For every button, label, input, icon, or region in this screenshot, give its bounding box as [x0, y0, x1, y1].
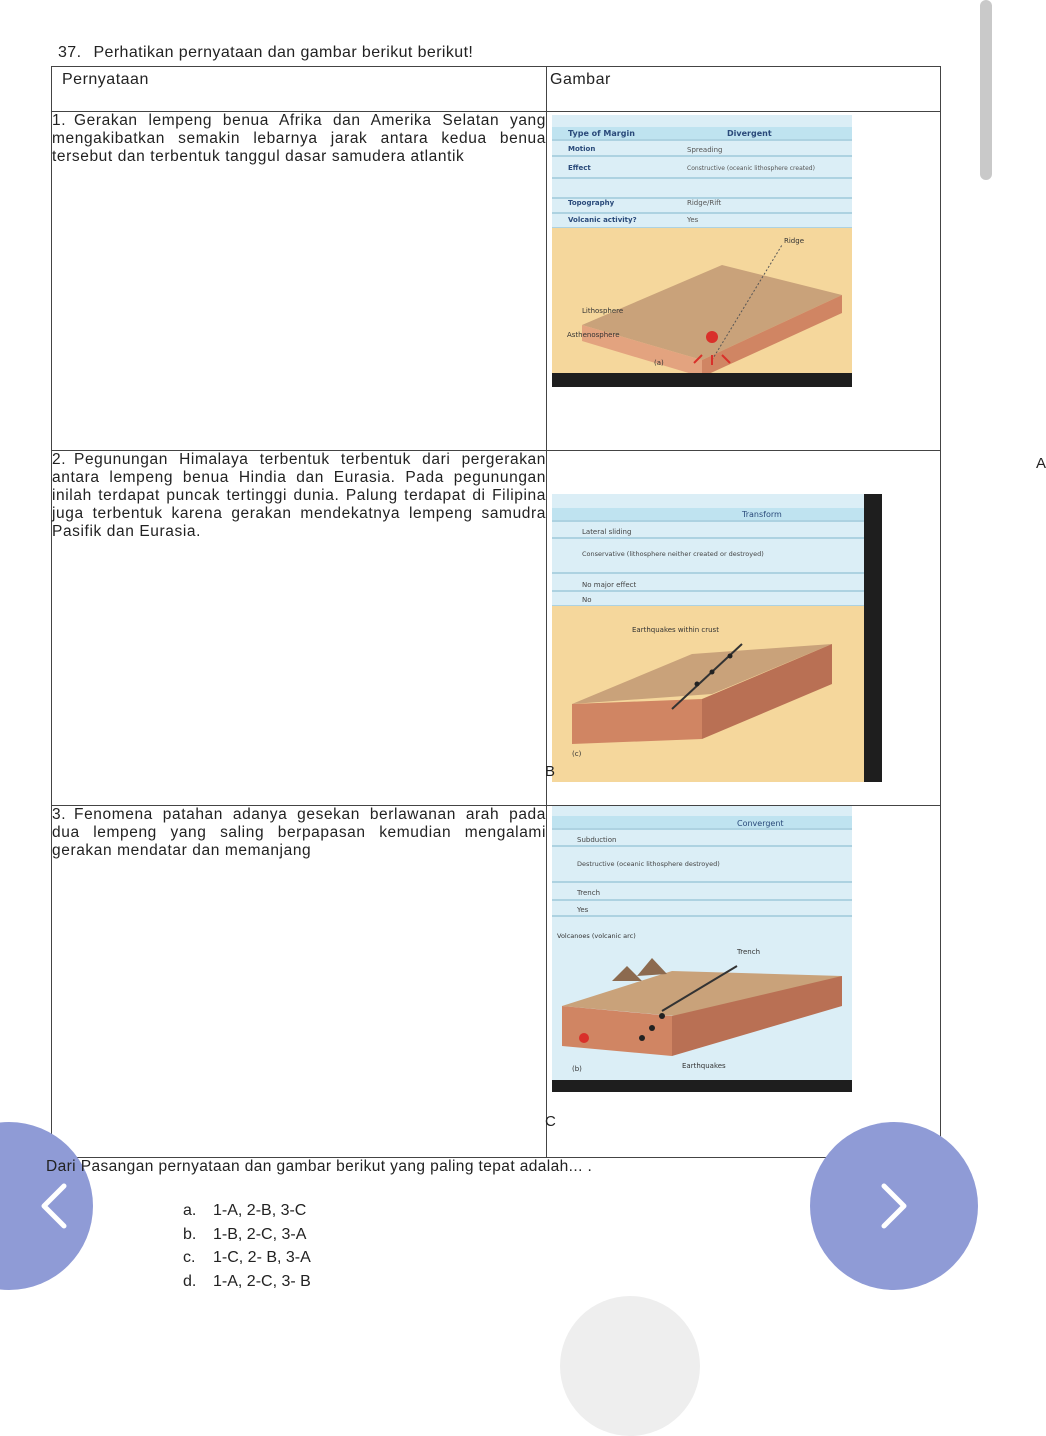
question-number: 37. — [58, 44, 82, 61]
statement-1: 1. Gerakan lempeng benua Afrika dan Amerika Selatan yang mengakibatkan semakin lebarnya jarak antara kedua benua tersebut dan terbentuk tanggul dasar samudera atlantik — [52, 112, 547, 451]
fig-a-value: Constructive (oceanic lithosphere created) — [687, 165, 815, 172]
fig-a-value: Ridge/Rift — [687, 199, 722, 207]
chevron-left-icon — [24, 1176, 84, 1236]
asthenosphere-label: Asthenosphere — [567, 331, 620, 339]
table-row — [52, 451, 941, 806]
home-indicator — [560, 1296, 700, 1436]
fig-b-header: Transform — [742, 510, 782, 519]
fig-b-row: No major effect — [582, 581, 637, 589]
fig-c-header: Convergent — [737, 819, 784, 828]
earthquake-label: Earthquakes within crust — [632, 626, 719, 634]
earthquakes-label: Earthquakes — [682, 1062, 726, 1070]
fig-a-label: Type of Margin — [568, 129, 635, 138]
lithosphere-label: Lithosphere — [582, 307, 624, 315]
fig-c-row: Trench — [577, 889, 600, 897]
statement-2: 2. Pegunungan Himalaya terbentuk terbentuk dari pergerakan antara lempeng benua Hindia dan Eurasia. Pada pegunungan inilah terdapat puncak tertinggi dunia. Palung terdapat di Filipina juga terbentuk karena gerakan mendekatnya lempeng samudra Pasifik dan Eurasia. — [52, 451, 547, 806]
header-pernyataan: Pernyataan — [52, 67, 547, 112]
ridge-label: Ridge — [784, 237, 805, 245]
fig-c-row: Subduction — [577, 836, 617, 844]
fig-a-value: Yes — [687, 216, 699, 224]
fig-a-label: Volcanic activity? — [568, 216, 637, 224]
option-b[interactable]: b. 1-B, 2-C, 3-A — [183, 1225, 307, 1243]
fig-b-row: Conservative (lithosphere neither created or destroyed) — [582, 550, 764, 558]
figure-cell-c — [547, 806, 941, 1158]
statement-figure-table — [51, 66, 1046, 1158]
fig-a-label: Topography — [568, 199, 615, 207]
question-title — [58, 44, 473, 62]
fig-a-value: Spreading — [687, 146, 723, 154]
scrollbar-thumb[interactable] — [980, 0, 992, 180]
fig-c-row: Destructive (oceanic lithosphere destroyed) — [577, 860, 720, 868]
option-a[interactable]: a. 1-A, 2-B, 3-C — [183, 1202, 307, 1219]
option-c[interactable]: c. 1-C, 2- B, 3-A — [183, 1249, 311, 1266]
fig-c-row: Yes — [577, 906, 589, 914]
fig-a-value: Divergent — [727, 129, 772, 138]
transform-figure — [552, 494, 882, 782]
caption-a: A — [1036, 455, 1046, 472]
volcanoes-label: Volcanoes (volcanic arc) — [557, 932, 636, 940]
option-d[interactable]: d. 1-A, 2-C, 3- B — [183, 1272, 311, 1290]
header-gambar: Gambar — [547, 67, 941, 112]
figure-cell-b — [547, 451, 941, 806]
table-row — [52, 806, 941, 1158]
fig-b-row: No — [582, 596, 592, 604]
answer-options — [183, 1199, 311, 1293]
question-prompt: Dari Pasangan pernyataan dan gambar berikut yang paling tepat adalah... . — [46, 1158, 593, 1175]
trench-label: Trench — [737, 948, 760, 956]
panel-label: (b) — [572, 1065, 582, 1073]
convergent-figure — [552, 806, 852, 1092]
panel-label: (a) — [654, 359, 664, 367]
next-button[interactable] — [810, 1122, 978, 1290]
fig-a-label: Motion — [568, 145, 596, 153]
fig-b-row: Lateral sliding — [582, 528, 632, 536]
chevron-right-icon — [864, 1176, 924, 1236]
question-text: Perhatikan pernyataan dan gambar berikut berikut! — [93, 44, 474, 61]
caption-b: B — [545, 763, 556, 780]
divergent-figure — [552, 115, 852, 387]
caption-c: C — [545, 1113, 556, 1130]
fig-a-label: Effect — [568, 164, 591, 172]
figure-cell-a — [547, 112, 1046, 472]
table-row — [52, 112, 941, 451]
statement-3: 3. Fenomena patahan adanya gesekan berlawanan arah pada dua lempeng yang saling berpapasan kemudian mengalami gerakan mendatar dan memanjang — [52, 806, 547, 1158]
panel-label: (c) — [572, 750, 582, 758]
